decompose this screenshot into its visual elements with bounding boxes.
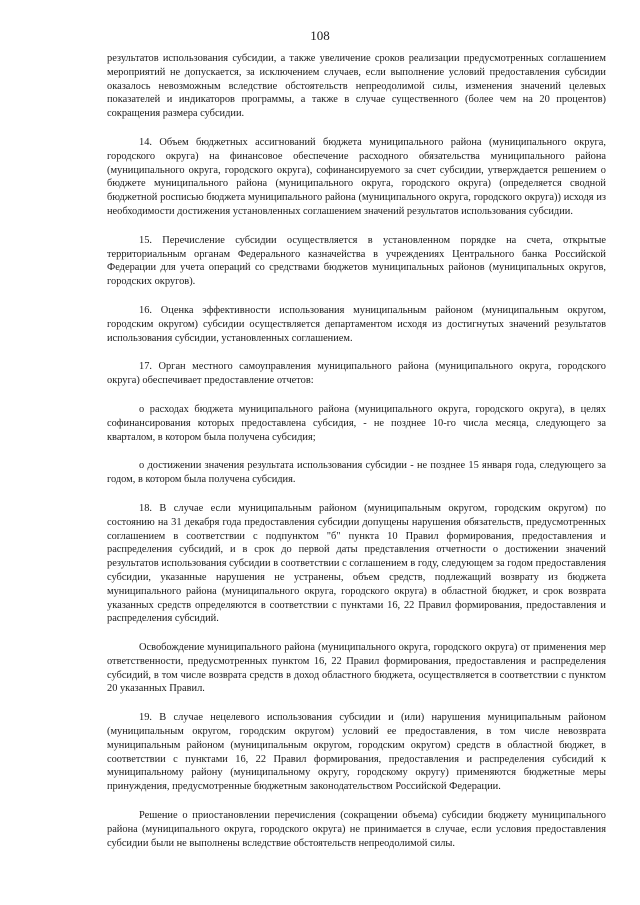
paragraph-continuation: результатов использования субсидии, а также увеличение сроков реализации предусмотренных соглашением мероприятий не допускается, за исключением случаев, если выполнение условий предоставления субсидии оказалось невозможным вследствие обстоятельств непреодолимой силы, изменения значений целевых показателей и индикаторов программы, а также в случае существенного (более чем на 20 процентов) сокращения размера субсидии. — [107, 53, 606, 120]
paragraph-18-exemption: Освобождение муниципального района (муниципального округа, городского округа) от применения мер ответственности, предусмотренных пунктом 16, 22 Правил формирования, предоставления и распределения субсидий, в том числе возврата средств в доход областного бюджета, осуществляется в соответствии с пунктом 20 указанных Правил. — [107, 642, 606, 695]
paragraph-15: 15. Перечисление субсидии осуществляется в установленном порядке на счета, открытые территориальным органам Федерального казначейства в учреждениях Центрального банка Российской Федерации для учета операций со средствами бюджетов муниципальных районов (муниципальных округов, городских округов). — [107, 234, 606, 288]
document-body — [107, 52, 606, 862]
page-number: 108 — [310, 28, 330, 43]
paragraph-14: 14. Объем бюджетных ассигнований бюджета муниципального района (муниципального округа, городского округа) на финансовое обеспечение расходного обязательства муниципального района (муниципального округа, городского округа), софинансируемого за счет субсидии, утверждается решением о бюджете муниципального района (муниципального округа, городского округа) (определяется сводной бюджетной росписью бюджета муниципального района (муниципального округа, городского округа)) исходя из необходимости достижения установленных соглашением значений результатов использования субсидии. — [107, 136, 606, 217]
paragraph-17-item-results: о достижении значения результата использования субсидии - не позднее 15 января года, следующего за годом, в котором была получена субсидия. — [107, 460, 606, 486]
paragraph-17-item-expenses: о расходах бюджета муниципального района (муниципального округа, городского округа), в целях софинансирования которых предоставлена субсидия, - не позднее 10-го числа месяца, следующего за кварталом, в котором была получена субсидия; — [107, 403, 606, 443]
paragraph-17: 17. Орган местного самоуправления муниципального района (муниципального округа, городского округа) обеспечивает предоставление отчетов: — [107, 361, 606, 387]
paragraph-19: 19. В случае нецелевого использования субсидии и (или) нарушения муниципальным районом (муниципальным округом, городским округом) условий ее предоставления, в том числе невозврата муниципальным районом (муниципальным округом, городским округом) средств в областной бюджет, в соответствии с пунктами 16, 22 Правил формирования, предоставления и распределения субсидий к муниципальному району (муниципальному округу, городскому округу) применяются бюджетные меры принуждения, предусмотренные бюджетным законодательством Российской Федерации. — [107, 712, 606, 793]
paragraph-18: 18. В случае если муниципальным районом (муниципальным округом, городским округом) по состоянию на 31 декабря года предоставления субсидии допущены нарушения обязательств, предусмотренных соглашением в соответствии с подпунктом "б" пункта 10 Правил формирования, предоставления и распределения субсидий, и в срок до первой даты представления отчетности о достижении значений результатов использования субсидии в соответствии с соглашением в году, следующем за годом предоставления субсидии, указанные нарушения не устранены, объем средств, подлежащий возврату из бюджета муниципального района (муниципального округа, городского округа) в областной бюджет, и срок возврата указанных средств определяются в соответствии с пунктами 16, 22 Правил формирования, предоставления и распределения субсидий. — [107, 502, 606, 625]
paragraph-19-decision: Решение о приостановлении перечисления (сокращении объема) субсидии бюджету муниципального района (муниципального округа, городского округа) не принимается в случае, если условия предоставления субсидии были не выполнены вследствие обстоятельств непреодолимой силы. — [107, 810, 606, 849]
paragraph-16: 16. Оценка эффективности использования муниципальным районом (муниципальным округом, городским округом) субсидии осуществляется департаментом исходя из достигнутых значений результатов использования субсидии, установленных соглашением. — [107, 304, 606, 344]
